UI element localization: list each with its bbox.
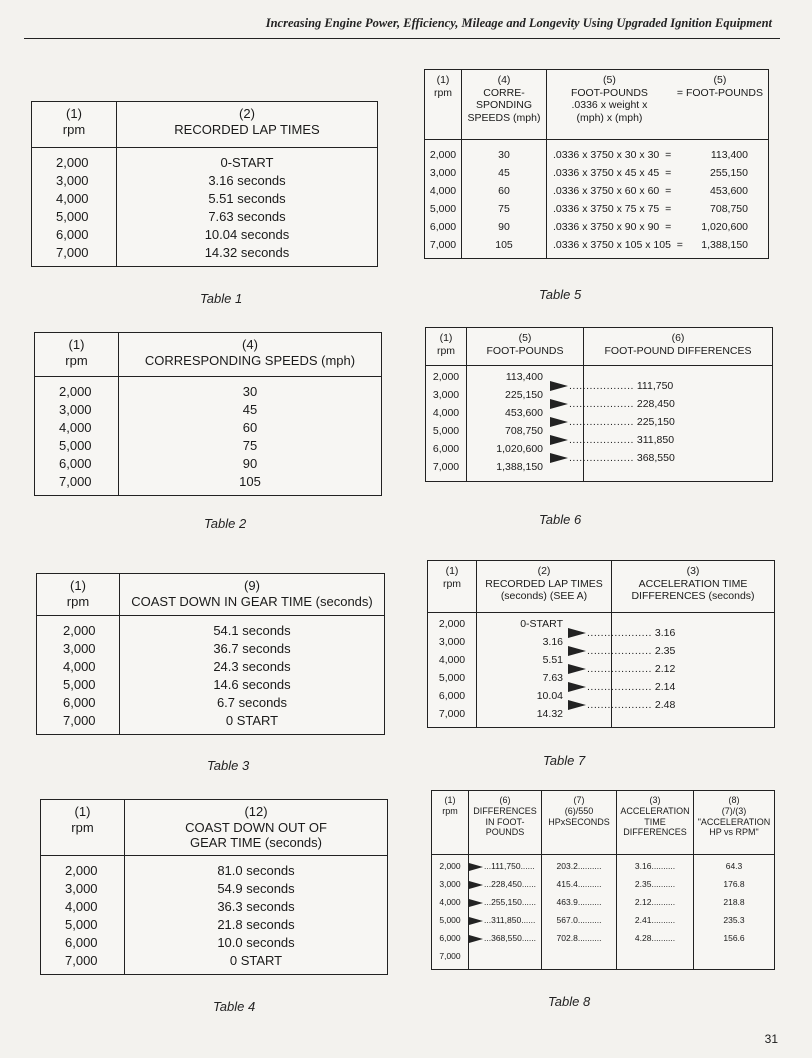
arrow-icon: [568, 628, 586, 638]
table-5-results-column: 113,400 255,150 453,600 708,750 1,020,600 1,388,150: [701, 149, 748, 251]
table-2-values-column: 30 45 60 75 90 105: [119, 377, 382, 496]
table-2-col-speeds-header: (4) CORRESPONDING SPEEDS (mph): [119, 333, 382, 377]
table-6-difference: 368,550: [636, 452, 675, 464]
table-4-caption: Table 4: [213, 999, 256, 1014]
table-8-rpm-column: 2,000 3,000 4,000 5,000 6,000 7,000: [439, 861, 461, 961]
arrow-icon: [469, 881, 483, 889]
table-8-col-rpm-header: (1) rpm: [432, 791, 469, 855]
table-6-caption: Table 6: [539, 512, 582, 527]
table-3-col-rpm-header: (1) rpm: [37, 574, 120, 616]
table-8: [431, 790, 775, 970]
table-4-col-coast-header: (12) COAST DOWN OUT OF GEAR TIME (seconds): [125, 800, 388, 856]
arrow-icon: [550, 453, 568, 463]
table-1-values-column: 0-START 3.16 seconds 5.51 seconds 7.63 seconds 10.04 seconds 14.32 seconds: [117, 148, 378, 267]
table-8-col-hpseconds-header: (7) (6)/550 HPxSECONDS: [542, 791, 617, 855]
table-2: [34, 332, 382, 496]
table-2-rpm-column: 2,000 3,000 4,000 5,000 6,000 7,000: [59, 384, 92, 489]
arrow-icon: [469, 935, 483, 943]
table-6-rpm-column: 2,000 3,000 4,000 5,000 6,000 7,000: [432, 371, 460, 473]
table-7-rpm-column: 2,000 3,000 4,000 5,000 6,000 7,000: [438, 618, 466, 720]
table-3-values-column: 54.1 seconds 36.7 seconds 24.3 seconds 14.6 seconds 6.7 seconds 0 START: [120, 616, 385, 735]
table-7-difference: 3.16: [654, 627, 676, 639]
table-8-differences-column: ...111,750...... ...228,450...... ...255,150...... ...311,850...... ...368,550......: [469, 855, 542, 970]
table-6-difference: 111,750: [636, 380, 674, 392]
arrow-icon: [568, 646, 586, 656]
table-5-formula-column: .0336 x 3750 x 30 x 30 = .0336 x 3750 x 45 x 45 = .0336 x 3750 x 60 x 60 = .0336 x 3750 x 75 x 75 = .0336 x 3750 x 90 x 90 = .0336 x 3750 x 105 x 105 =: [547, 140, 696, 259]
table-7-col-rpm-header: (1) rpm: [428, 561, 477, 613]
arrow-icon: [469, 899, 483, 907]
table-2-caption: Table 2: [204, 516, 247, 531]
arrow-icon: [550, 399, 568, 409]
table-5-speeds-column: 30 45 60 75 90 105: [462, 140, 547, 259]
table-8-accelhp-column: 64.3 176.8 218.8 235.3 156.6: [694, 855, 775, 970]
table-7-difference: 2.14: [654, 681, 676, 693]
table-4-values-column: 81.0 seconds 54.9 seconds 36.3 seconds 21.8 seconds 10.0 seconds 0 START: [125, 856, 388, 975]
table-6-col-footpounds-header: (5) FOOT-POUNDS: [467, 328, 584, 366]
table-7-caption: Table 7: [543, 753, 586, 768]
table-6-differences-column: ................... 111,750 ................... 228,450 ................... 225,150 ................... 311,850 ................... 368,550: [584, 366, 773, 482]
table-1-caption: Table 1: [200, 291, 243, 306]
header-rule: [24, 38, 780, 39]
table-8-col-accel-header: (3) ACCELERATION TIME DIFFERENCES: [617, 791, 694, 855]
table-6-col-rpm-header: (1) rpm: [426, 328, 467, 366]
table-5-caption: Table 5: [539, 287, 582, 302]
table-8-accel-column: 3.16.......... 2.35.......... 2.12.......... 2.41.......... 4.28..........: [617, 855, 694, 970]
table-5-rpm-column: 2,000 3,000 4,000 5,000 6,000 7,000: [429, 149, 457, 251]
table-3-col-coast-header: (9) COAST DOWN IN GEAR TIME (seconds): [120, 574, 385, 616]
table-7-difference: 2.35: [654, 645, 676, 657]
table-7-difference: 2.12: [654, 663, 676, 675]
table-6: [425, 327, 773, 482]
table-5-col-rpm-header: (1) rpm: [425, 70, 462, 140]
arrow-icon: [469, 863, 483, 871]
table-3: [36, 573, 385, 735]
table-7-col-laptimes-header: (2) RECORDED LAP TIMES (seconds) (SEE A): [477, 561, 612, 613]
running-header: Increasing Engine Power, Efficiency, Mileage and Longevity Using Upgraded Ignition Equipment: [265, 16, 772, 30]
table-4: [40, 799, 388, 975]
table-5: [424, 69, 769, 259]
table-2-col-rpm-header: (1) rpm: [35, 333, 119, 377]
table-6-difference: 228,450: [636, 398, 675, 410]
table-3-rpm-column: 2,000 3,000 4,000 5,000 6,000 7,000: [63, 623, 96, 728]
table-8-col-accelhp-header: (8) (7)/(3) "ACCELERATION HP vs RPM": [694, 791, 775, 855]
arrow-icon: [550, 435, 568, 445]
table-1-col-laptimes-header: (2) RECORDED LAP TIMES: [117, 102, 378, 148]
arrow-icon: [568, 664, 586, 674]
table-6-difference: 311,850: [636, 434, 675, 446]
table-3-caption: Table 3: [207, 758, 250, 773]
table-1: [31, 101, 378, 267]
page-number: 31: [764, 1032, 778, 1046]
table-6-values-column: 113,400 225,150 453,600 708,750 1,020,600 1,388,150: [467, 366, 584, 482]
table-7-differences-column: ................... 3.16 ................... 2.35 ................... 2.12 ................... 2.14 ................... 2.48: [612, 613, 775, 728]
table-5-col-formula-header: (5) FOOT-POUNDS .0336 x weight x (mph) x (mph) (5) = FOOT-POUNDS: [547, 70, 769, 140]
table-7-values-column: 0-START 3.16 5.51 7.63 10.04 14.32: [477, 613, 612, 728]
table-7-difference: 2.48: [654, 699, 676, 711]
table-7: [427, 560, 775, 728]
table-4-col-rpm-header: (1) rpm: [41, 800, 125, 856]
arrow-icon: [550, 381, 568, 391]
table-8-hpseconds-column: 203.2.......... 415.4.......... 463.9.......... 567.0.......... 702.8..........: [542, 855, 617, 970]
table-8-caption: Table 8: [548, 994, 591, 1009]
table-5-col-speeds-header: (4) CORRE- SPONDING SPEEDS (mph): [462, 70, 547, 140]
arrow-icon: [568, 682, 586, 692]
table-6-difference: 225,150: [636, 416, 675, 428]
table-6-col-differences-header: (6) FOOT-POUND DIFFERENCES: [584, 328, 773, 366]
arrow-icon: [568, 700, 586, 710]
table-1-col-rpm-header: (1) rpm: [32, 102, 117, 148]
table-4-rpm-column: 2,000 3,000 4,000 5,000 6,000 7,000: [65, 863, 98, 968]
arrow-icon: [550, 417, 568, 427]
table-8-col-differences-header: (6) DIFFERENCES IN FOOT- POUNDS: [469, 791, 542, 855]
arrow-icon: [469, 917, 483, 925]
table-7-col-differences-header: (3) ACCELERATION TIME DIFFERENCES (seconds): [612, 561, 775, 613]
table-1-rpm-column: 2,000 3,000 4,000 5,000 6,000 7,000: [56, 155, 89, 260]
